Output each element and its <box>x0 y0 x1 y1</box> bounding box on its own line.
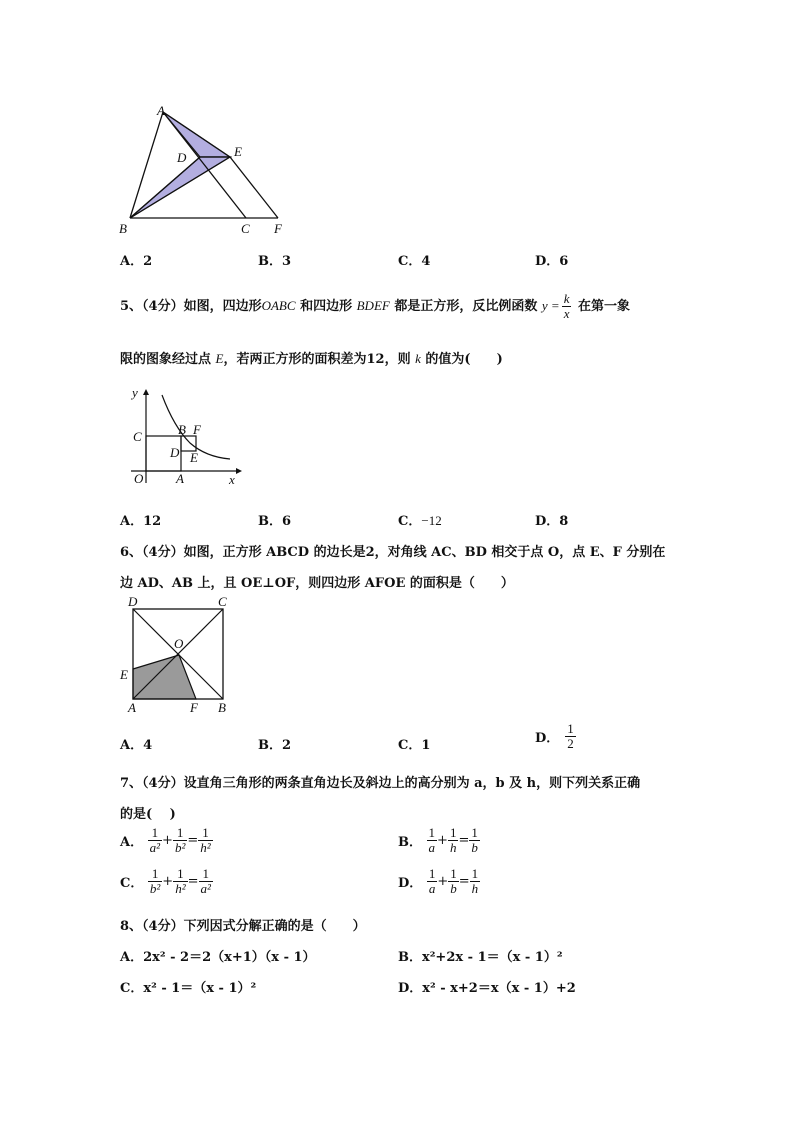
q4-figure <box>110 100 300 240</box>
q4-label-A: A <box>157 103 165 118</box>
q6-label-E: E <box>120 667 128 682</box>
q5-label-A: A <box>176 471 184 486</box>
q5-label-C: C <box>133 429 142 444</box>
q4-label-C: C <box>241 221 250 236</box>
q5-label-B: B <box>178 422 186 437</box>
q8-stem: 8、（4分）下列因式分解正确的是（ ） <box>120 919 366 934</box>
q7-option-b[interactable]: B． $\frac{1}{a}$ + $\frac{1}{h}$ = $\frac{1}{b}$ <box>398 825 478 855</box>
q6-label-B: B <box>218 700 226 715</box>
q6-option-d[interactable]: D． $\frac{1}{2}$ <box>535 721 574 751</box>
q6-option-c[interactable]: C．1 <box>398 738 431 753</box>
q5-label-O: O <box>134 471 144 486</box>
q7-stem-line1: 7、（4分）设直角三角形的两条直角边长及斜边上的高分别为 a，b 及 h，则下列关系正确 <box>120 776 641 791</box>
q4-label-D: D <box>177 150 187 165</box>
q6-label-F: F <box>190 700 198 715</box>
q8-option-d[interactable]: D．x² - x+2＝x（x - 1）+2 <box>398 981 576 996</box>
q8-option-b[interactable]: B．x²+2x - 1＝（x - 1）² <box>398 950 563 965</box>
q6-label-D: D <box>128 594 138 609</box>
q5-option-d[interactable]: D．8 <box>535 514 569 529</box>
q6-option-b[interactable]: B．2 <box>258 738 292 753</box>
q6-stem-line2: 边 AD、AB 上，且 OE⊥OF，则四边形 AFOE 的面积是（ ） <box>120 576 514 591</box>
q5-option-a[interactable]: A．12 <box>120 514 162 529</box>
q8-option-c[interactable]: C．x² - 1＝（x - 1）² <box>120 981 257 996</box>
q8-option-a[interactable]: A．2x² - 2＝2（x+1）（x - 1） <box>120 950 316 965</box>
q5-label-F: F <box>193 422 201 437</box>
q6-option-a[interactable]: A．4 <box>120 738 153 753</box>
q7-option-a[interactable]: A． $\frac{1}{\text{a²}}$ + $\frac{1}{\text{b²}}$ = $\frac{1}{\text{h²}}$ <box>120 825 211 855</box>
q4-label-E: E <box>234 144 242 159</box>
q6-shaded-afoe <box>133 655 196 699</box>
q5-label-x: x <box>229 472 235 487</box>
q5-k-over-x: $\frac{k}{x}$ <box>563 291 570 321</box>
q7-option-d[interactable]: D． $\frac{1}{a}$ + $\frac{1}{b}$ = $\frac{1}{h}$ <box>398 866 479 896</box>
q4-option-b[interactable]: B．3 <box>258 254 292 269</box>
q4-label-B: B <box>119 221 127 236</box>
q7-option-c[interactable]: C． $\frac{1}{\text{b²}}$ + $\frac{1}{\text{h²}}$ = $\frac{1}{\text{a²}}$ <box>120 866 211 896</box>
q7-stem-line2: 的是( ) <box>120 807 176 822</box>
q4-option-a[interactable]: A．2 <box>120 254 153 269</box>
q5-label-E: E <box>190 450 198 465</box>
q5-stem-line2: 限的图象经过点 E，若两正方形的面积差为12，则 k 的值为( ) <box>120 351 503 367</box>
q4-option-c[interactable]: C．4 <box>398 254 431 269</box>
q5-figure <box>126 383 246 493</box>
q6-stem-line1: 6、（4分）如图，正方形 ABCD 的边长是2，对角线 AC、BD 相交于点 O，点 E、F 分别在 <box>120 545 666 560</box>
q6-label-O: O <box>174 636 184 651</box>
q4-option-d[interactable]: D．6 <box>535 254 569 269</box>
q6-figure <box>118 592 238 717</box>
q5-stem-line1: 5、（4分）如图，四边形OABC 和四边形 BDEF 都是正方形，反比例函数 y = $\frac{k}{x}$ 在第一象 <box>120 291 630 321</box>
q6-label-A: A <box>128 700 136 715</box>
q5-option-b[interactable]: B．6 <box>258 514 292 529</box>
q5-label-D: D <box>170 445 180 460</box>
q5-label-y: y <box>132 385 138 400</box>
q6-label-C: C <box>218 594 227 609</box>
q5-option-c[interactable]: C．−12 <box>398 513 442 529</box>
q4-label-F: F <box>274 221 282 236</box>
